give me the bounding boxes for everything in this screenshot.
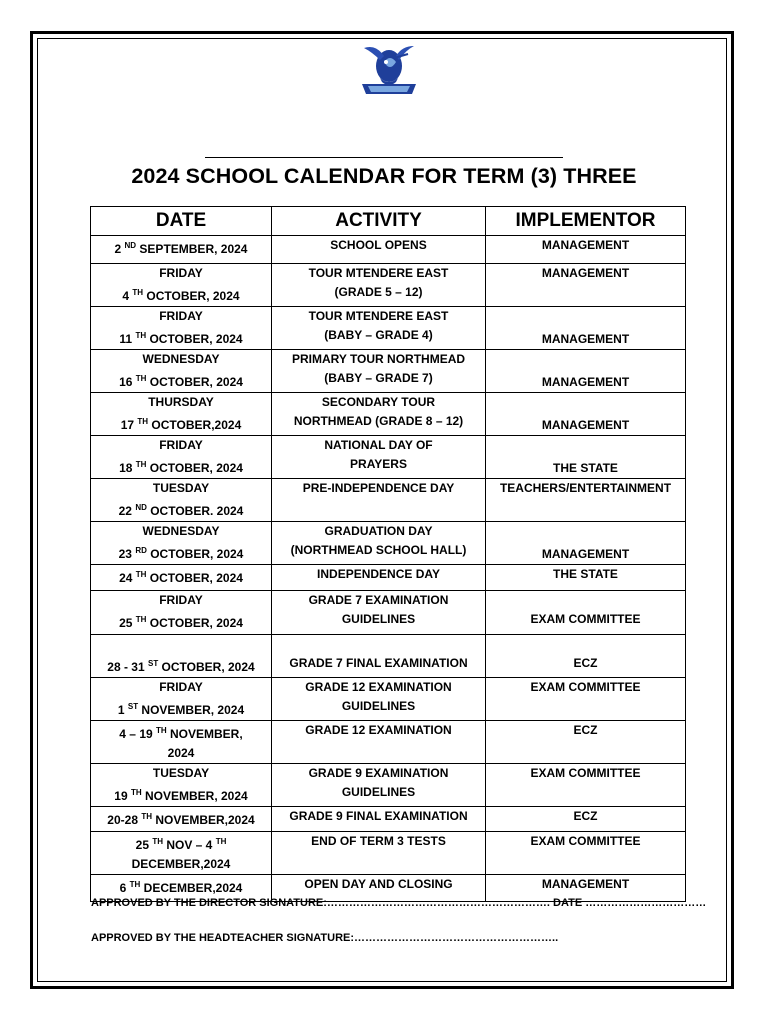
- date-text: 25: [119, 616, 136, 630]
- implementor-cell: [486, 635, 686, 678]
- activity-cell: [272, 264, 486, 307]
- date-text: 6: [119, 881, 130, 895]
- implementor-line: MANAGEMENT: [541, 266, 630, 280]
- date-text: 11: [119, 332, 136, 346]
- implementor-line: ECZ: [573, 809, 598, 823]
- implementor-line: ECZ: [573, 723, 598, 737]
- date-text: OCTOBER, 2024: [143, 289, 240, 303]
- implementor-line: THE STATE: [553, 461, 618, 475]
- date-line: [93, 697, 269, 720]
- date-line: [93, 744, 269, 763]
- implementor-line: MANAGEMENT: [541, 238, 630, 252]
- activity-line: TOUR MTENDERE EAST: [308, 309, 449, 323]
- activity-line: GRADE 7 FINAL EXAMINATION: [289, 656, 468, 670]
- date-text: NOV – 4: [163, 838, 216, 852]
- date-line: [93, 721, 269, 744]
- date-text: FRIDAY: [159, 309, 203, 323]
- activity-line: (BABY – GRADE 7): [324, 371, 433, 385]
- date-text: OCTOBER,2024: [148, 418, 242, 432]
- column-header-implementor: IMPLEMENTOR: [486, 207, 686, 236]
- activity-line: END OF TERM 3 TESTS: [311, 834, 446, 848]
- date-cell: [91, 635, 272, 678]
- activity-cell: [272, 436, 486, 479]
- ordinal-suffix: TH: [132, 288, 144, 297]
- activity-line: GRADUATION DAY: [324, 524, 433, 538]
- date-line: [93, 610, 269, 633]
- activity-cell: [272, 764, 486, 807]
- implementor-cell: [486, 678, 686, 721]
- activity-cell: [272, 832, 486, 875]
- date-line: [93, 393, 269, 412]
- table-row: [91, 522, 686, 565]
- activity-line: (NORTHMEAD SCHOOL HALL): [290, 543, 467, 557]
- date-text: SEPTEMBER, 2024: [136, 242, 248, 256]
- activity-cell: [272, 307, 486, 350]
- implementor-cell: [486, 264, 686, 307]
- ordinal-suffix: ST: [147, 659, 159, 668]
- column-header-activity: ACTIVITY: [272, 207, 486, 236]
- ordinal-suffix: ST: [127, 702, 139, 711]
- date-text: 19: [114, 789, 131, 803]
- date-text: FRIDAY: [159, 438, 203, 452]
- activity-cell: [272, 479, 486, 522]
- activity-line: GUIDELINES: [341, 699, 416, 713]
- date-line: [93, 855, 269, 874]
- title-rule: [205, 157, 563, 158]
- activity-line: GRADE 9 EXAMINATION: [308, 766, 449, 780]
- date-cell: [91, 307, 272, 350]
- date-text: 18: [119, 461, 136, 475]
- table-row: [91, 350, 686, 393]
- activity-line: GUIDELINES: [341, 612, 416, 626]
- date-text: 1: [117, 703, 128, 717]
- date-text: DECEMBER,2024: [140, 881, 243, 895]
- date-line: [93, 412, 269, 435]
- date-text: OCTOBER, 2024: [146, 461, 243, 475]
- date-text: NOVEMBER,: [166, 727, 243, 741]
- date-text: OCTOBER, 2024: [146, 375, 243, 389]
- activity-line: GUIDELINES: [341, 785, 416, 799]
- page-title: 2024 SCHOOL CALENDAR FOR TERM (3) THREE: [131, 164, 637, 188]
- ordinal-suffix: TH: [137, 417, 149, 426]
- date-text: NOVEMBER, 2024: [141, 789, 248, 803]
- date-cell: [91, 436, 272, 479]
- calendar-table: [90, 206, 686, 902]
- implementor-line: [488, 591, 683, 610]
- implementor-cell: [486, 436, 686, 479]
- date-text: WEDNESDAY: [142, 524, 220, 538]
- date-text: OCTOBER, 2024: [158, 660, 255, 674]
- activity-cell: [272, 678, 486, 721]
- date-text: OCTOBER, 2024: [146, 547, 244, 561]
- date-line: [93, 783, 269, 806]
- table-row: [91, 832, 686, 875]
- date-cell: [91, 591, 272, 635]
- date-line: [93, 236, 269, 259]
- table-row: [91, 635, 686, 678]
- ordinal-suffix: TH: [135, 374, 147, 383]
- activity-line: [274, 635, 483, 654]
- date-cell: [91, 393, 272, 436]
- activity-line: NORTHMEAD (GRADE 8 – 12): [293, 414, 464, 428]
- date-cell: [91, 350, 272, 393]
- activity-line: INDEPENDENCE DAY: [317, 567, 440, 581]
- ordinal-suffix: RD: [135, 546, 147, 555]
- table-row: [91, 807, 686, 832]
- table-row: [91, 591, 686, 635]
- table-row: [91, 479, 686, 522]
- activity-line: PRAYERS: [350, 457, 407, 471]
- ordinal-suffix: ND: [135, 503, 147, 512]
- table-row: [91, 393, 686, 436]
- ordinal-suffix: TH: [152, 837, 163, 846]
- date-line: [93, 326, 269, 349]
- activity-cell: [272, 522, 486, 565]
- implementor-cell: [486, 479, 686, 522]
- table-row: [91, 764, 686, 807]
- date-text: DECEMBER,2024: [131, 857, 231, 871]
- date-text: WEDNESDAY: [142, 352, 220, 366]
- date-line: [93, 764, 269, 783]
- date-line: [93, 678, 269, 697]
- activity-line: PRE-INDEPENDENCE DAY: [302, 481, 455, 495]
- implementor-cell: [486, 236, 686, 264]
- activity-cell: [272, 565, 486, 591]
- activity-line: SCHOOL OPENS: [330, 238, 427, 252]
- date-text: 2: [114, 242, 125, 256]
- school-crest-eagle-icon: [356, 42, 422, 98]
- date-text: 23: [118, 547, 136, 561]
- column-header-date: DATE: [91, 207, 272, 236]
- implementor-line: EXAM COMMITTEE: [530, 766, 641, 780]
- date-text: 4: [122, 289, 133, 303]
- date-text: 16: [119, 375, 136, 389]
- date-text: FRIDAY: [159, 680, 203, 694]
- activity-line: PRIMARY TOUR NORTHMEAD: [291, 352, 466, 366]
- ordinal-suffix: TH: [129, 880, 141, 889]
- ordinal-suffix: TH: [135, 460, 147, 469]
- ordinal-suffix: TH: [135, 331, 147, 340]
- date-text: 25: [135, 838, 153, 852]
- date-text: 2024: [167, 746, 195, 760]
- date-text: NOVEMBER, 2024: [138, 703, 245, 717]
- implementor-cell: [486, 591, 686, 635]
- activity-cell: [272, 807, 486, 832]
- date-cell: [91, 721, 272, 764]
- table-row: [91, 307, 686, 350]
- implementor-line: EXAM COMMITTEE: [530, 834, 641, 848]
- date-text: FRIDAY: [159, 266, 203, 280]
- table-header-row: [91, 207, 686, 236]
- director-approval-line: APPROVED BY THE DIRECTOR SIGNATURE:……………………………………………………. DATE ……………………………: [91, 897, 707, 909]
- date-text: OCTOBER, 2024: [146, 616, 243, 630]
- table-row: [91, 721, 686, 764]
- implementor-cell: [486, 764, 686, 807]
- implementor-cell: [486, 721, 686, 764]
- activity-cell: [272, 236, 486, 264]
- table-row: [91, 678, 686, 721]
- table-row: [91, 264, 686, 307]
- date-text: TUESDAY: [152, 481, 210, 495]
- date-line: [93, 436, 269, 455]
- activity-line: OPEN DAY AND CLOSING: [304, 877, 453, 891]
- implementor-cell: [486, 393, 686, 436]
- ordinal-suffix: TH: [215, 837, 227, 846]
- activity-cell: [272, 635, 486, 678]
- date-cell: [91, 678, 272, 721]
- date-text: 24: [119, 571, 136, 585]
- ordinal-suffix: TH: [135, 615, 147, 624]
- activity-line: SECONDARY TOUR: [321, 395, 436, 409]
- date-line: [93, 498, 269, 521]
- activity-cell: [272, 393, 486, 436]
- date-text: OCTOBER. 2024: [146, 504, 244, 518]
- date-text: 4 – 19: [119, 727, 156, 741]
- date-line: [93, 369, 269, 392]
- activity-cell: [272, 591, 486, 635]
- implementor-line: MANAGEMENT: [541, 877, 630, 891]
- date-line: [93, 635, 269, 654]
- activity-cell: [272, 350, 486, 393]
- date-text: 28 - 31: [107, 660, 148, 674]
- table-row: [91, 436, 686, 479]
- table-row: [91, 236, 686, 264]
- date-line: [93, 591, 269, 610]
- activity-line: NATIONAL DAY OF: [324, 438, 433, 452]
- date-text: [179, 637, 182, 651]
- date-text: 20-28: [107, 813, 142, 827]
- implementor-line: THE STATE: [553, 567, 618, 581]
- date-text: FRIDAY: [159, 593, 203, 607]
- ordinal-suffix: TH: [141, 812, 152, 821]
- date-line: [93, 541, 269, 564]
- implementor-line: EXAM COMMITTEE: [530, 612, 641, 626]
- implementor-line: TEACHERS/ENTERTAINMENT: [499, 481, 672, 495]
- date-text: 17: [120, 418, 138, 432]
- date-text: THURSDAY: [148, 395, 214, 409]
- activity-line: GRADE 9 FINAL EXAMINATION: [289, 809, 468, 823]
- implementor-cell: [486, 522, 686, 565]
- date-line: [93, 565, 269, 588]
- date-line: [93, 283, 269, 306]
- date-line: [93, 479, 269, 498]
- date-line: [93, 264, 269, 283]
- ordinal-suffix: TH: [135, 570, 147, 579]
- activity-line: GRADE 7 EXAMINATION: [308, 593, 449, 607]
- date-cell: [91, 832, 272, 875]
- activity-line: TOUR MTENDERE EAST: [308, 266, 449, 280]
- headteacher-approval-line: APPROVED BY THE HEADTEACHER SIGNATURE:………………………………………………..: [91, 932, 559, 944]
- implementor-cell: [486, 350, 686, 393]
- date-line: [93, 654, 269, 677]
- date-cell: [91, 264, 272, 307]
- implementor-line: EXAM COMMITTEE: [530, 680, 641, 694]
- date-cell: [91, 236, 272, 264]
- date-line: [93, 455, 269, 478]
- implementor-line: ECZ: [573, 656, 598, 670]
- date-cell: [91, 565, 272, 591]
- date-text: TUESDAY: [152, 766, 210, 780]
- implementor-cell: [486, 832, 686, 875]
- date-text: OCTOBER, 2024: [146, 571, 243, 585]
- activity-cell: [272, 721, 486, 764]
- ordinal-suffix: TH: [130, 788, 142, 797]
- table-row: [91, 565, 686, 591]
- implementor-cell: [486, 565, 686, 591]
- date-text: 22: [118, 504, 136, 518]
- date-cell: [91, 479, 272, 522]
- ordinal-suffix: TH: [156, 726, 167, 735]
- date-cell: [91, 807, 272, 832]
- activity-line: (BABY – GRADE 4): [324, 328, 433, 342]
- date-line: [93, 350, 269, 369]
- implementor-cell: [486, 307, 686, 350]
- date-line: [93, 875, 269, 898]
- activity-line: GRADE 12 EXAMINATION: [305, 723, 452, 737]
- implementor-line: MANAGEMENT: [541, 418, 630, 432]
- activity-line: (GRADE 5 – 12): [334, 285, 423, 299]
- implementor-cell: [486, 807, 686, 832]
- ordinal-suffix: ND: [124, 241, 137, 250]
- implementor-line: [488, 635, 683, 654]
- date-text: OCTOBER, 2024: [146, 332, 243, 346]
- date-line: [93, 807, 269, 830]
- implementor-line: MANAGEMENT: [541, 375, 630, 389]
- date-cell: [91, 522, 272, 565]
- date-cell: [91, 764, 272, 807]
- activity-line: GRADE 12 EXAMINATION: [305, 680, 452, 694]
- date-line: [93, 522, 269, 541]
- date-text: NOVEMBER,2024: [152, 813, 255, 827]
- implementor-line: MANAGEMENT: [541, 332, 630, 346]
- date-line: [93, 832, 269, 855]
- date-line: [93, 307, 269, 326]
- implementor-line: MANAGEMENT: [541, 547, 630, 561]
